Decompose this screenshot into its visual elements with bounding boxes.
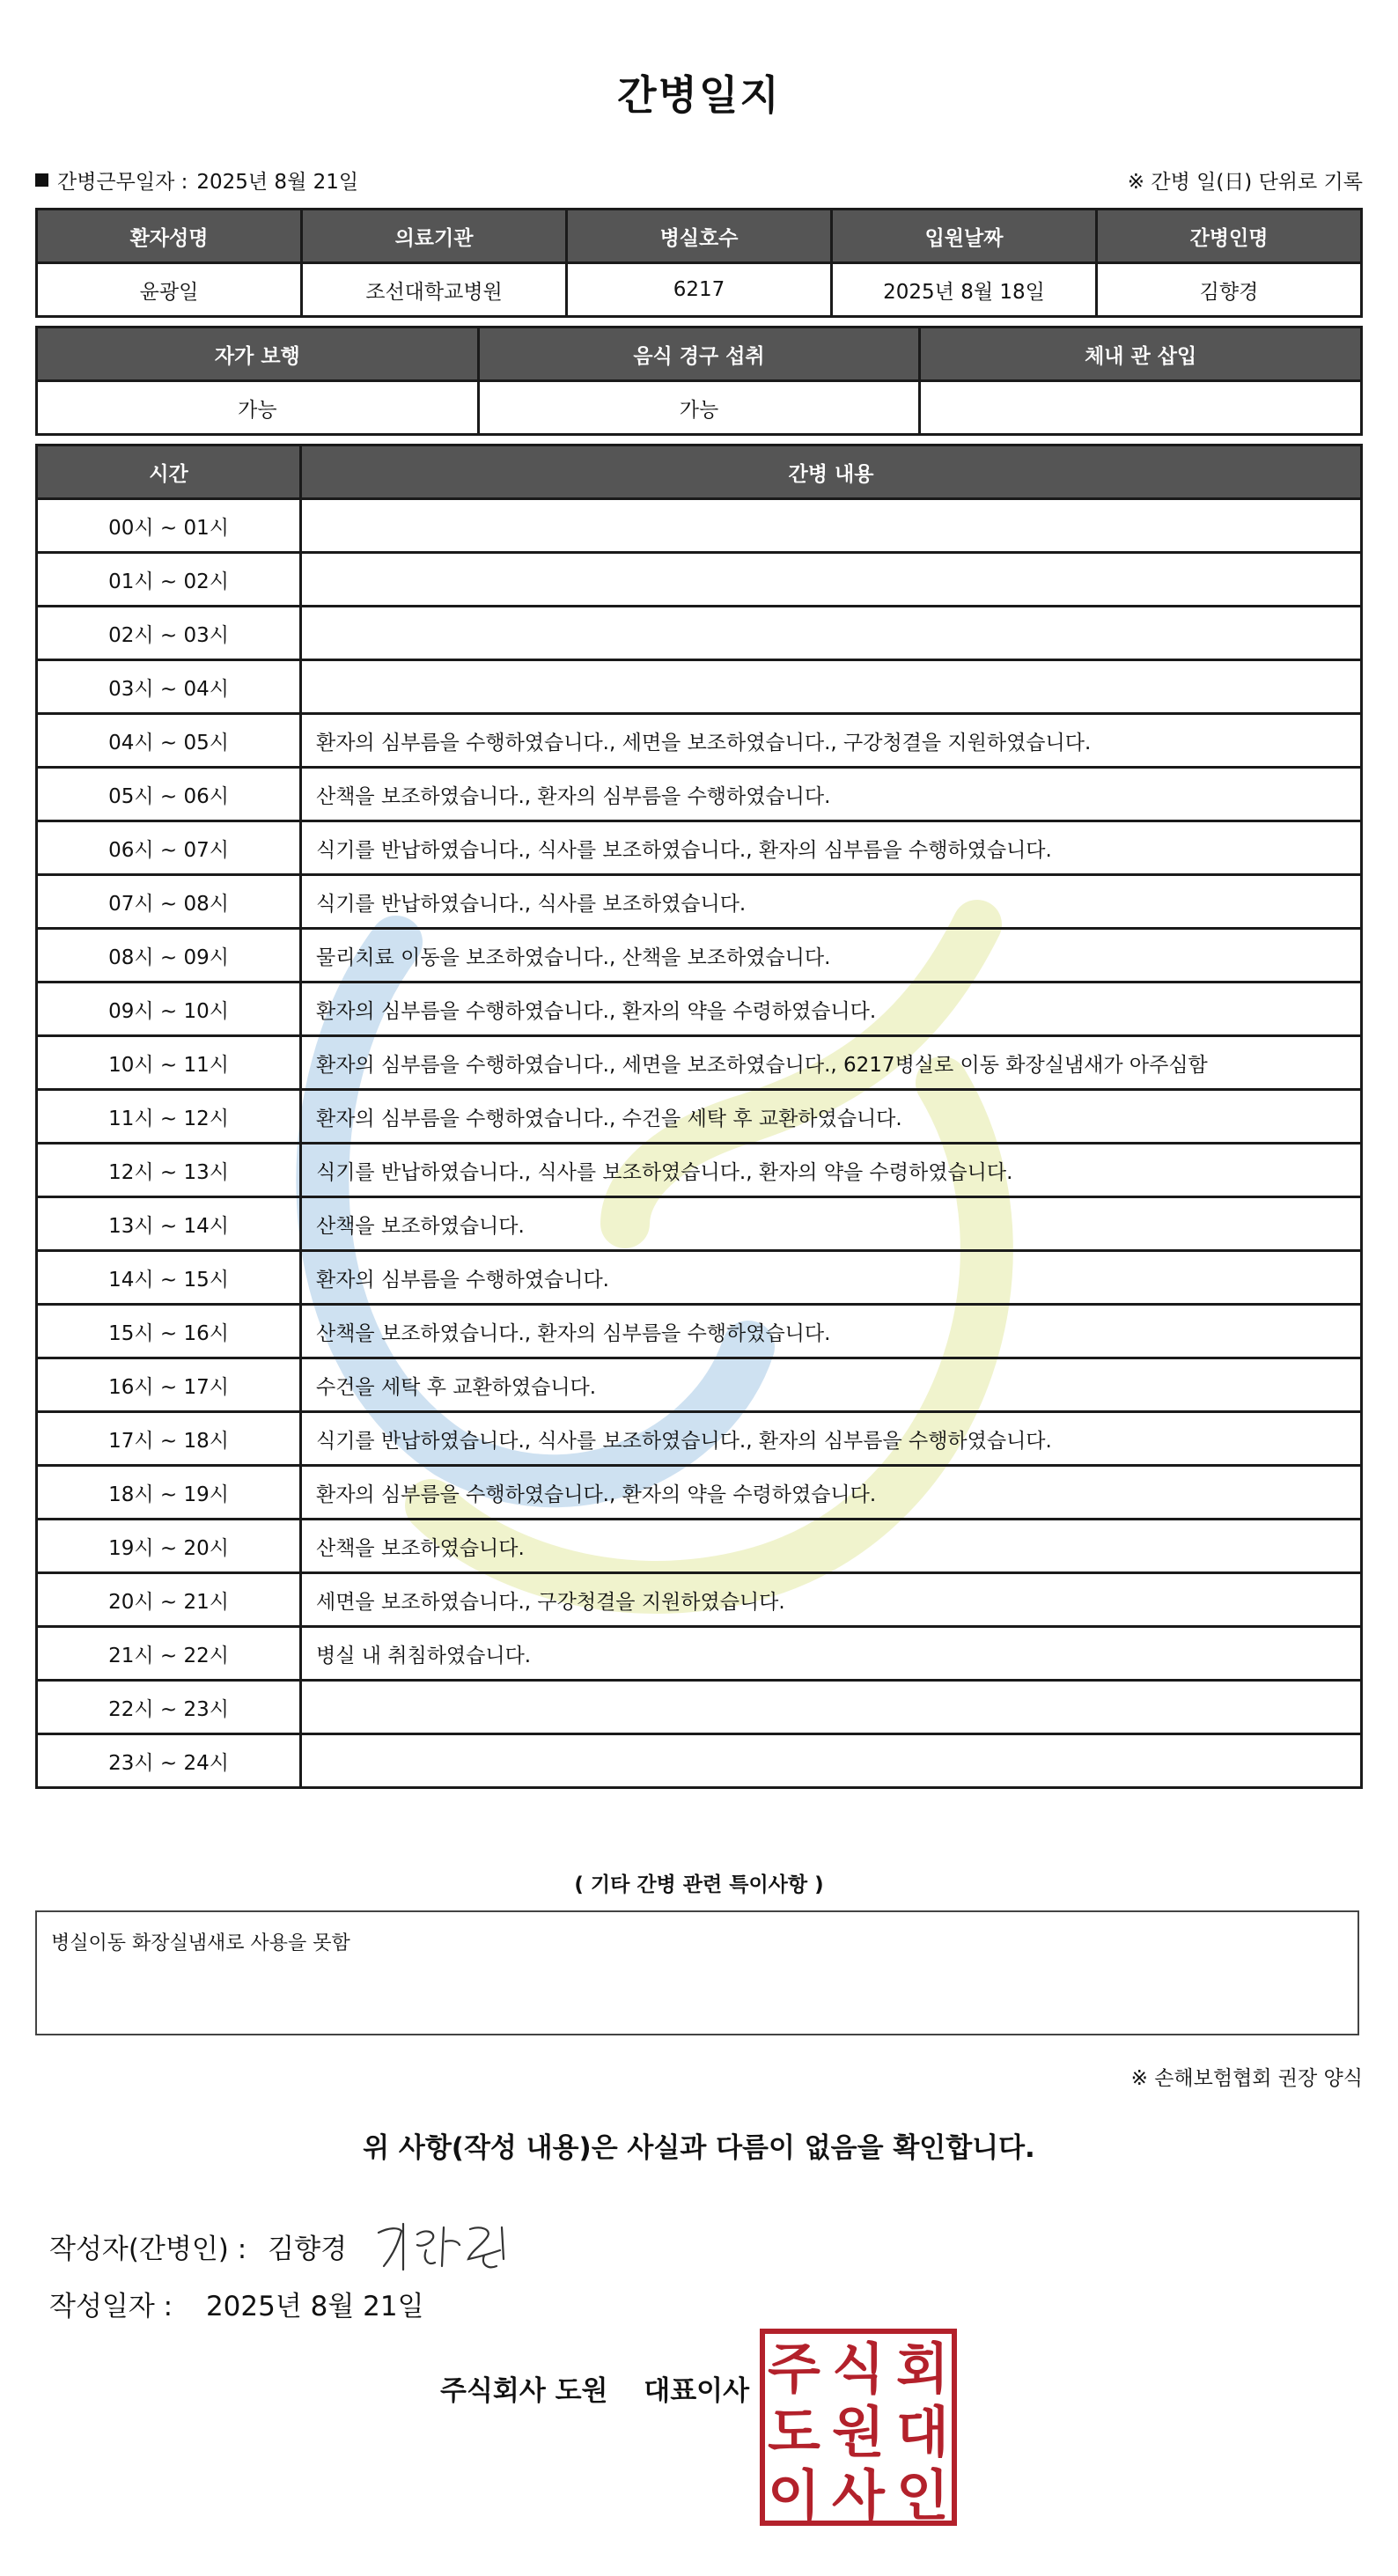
log-content: 식기를 반납하였습니다., 식사를 보조하였습니다., 환자의 심부름을 수행하였습니다. [301,1412,1362,1466]
table-row [37,1573,1362,1627]
self-walking: 가능 [37,381,479,435]
log-time: 10시 ~ 11시 [37,1036,301,1090]
patient-info-table [35,208,1363,318]
log-content: 수건을 세탁 후 교환하였습니다. [301,1358,1362,1412]
table-row [37,1036,1362,1090]
author-name: 김향경 [268,2233,348,2265]
log-content: 환자의 심부름을 수행하였습니다., 환자의 약을 수령하였습니다. [301,983,1362,1036]
confirmation-statement: 위 사항(작성 내용)은 사실과 다름이 없음을 확인합니다. [363,2132,1035,2164]
header-admission-date: 입원날짜 [832,210,1097,263]
oral-intake: 가능 [478,381,920,435]
form-source-note: ※ 손해보험협회 권장 양식 [1130,2067,1363,2090]
author-label: 작성자(간병인) : [49,2233,247,2265]
patient-status-table [35,326,1363,436]
table-row [37,768,1362,821]
svg-text:도: 도 [768,2400,820,2464]
log-time: 09시 ~ 10시 [37,983,301,1036]
log-content: 식기를 반납하였습니다., 식사를 보조하였습니다., 환자의 약을 수령하였습니다. [301,1144,1362,1197]
written-date-line [49,2284,424,2323]
table-header-row [37,210,1362,263]
patient-name: 윤광일 [37,263,302,317]
work-date-value: 2025년 8월 21일 [196,170,359,194]
care-log-rows [37,499,1362,1788]
log-time: 18시 ~ 19시 [37,1466,301,1520]
log-time: 01시 ~ 02시 [37,553,301,607]
log-content: 세면을 보조하였습니다., 구강청결을 지원하였습니다. [301,1573,1362,1627]
log-content: 식기를 반납하였습니다., 식사를 보조하였습니다. [301,875,1362,929]
header-care-content: 간병 내용 [301,445,1362,499]
log-content: 병실 내 취침하였습니다. [301,1627,1362,1681]
table-row [37,607,1362,660]
table-row [37,1144,1362,1197]
log-time: 21시 ~ 22시 [37,1627,301,1681]
log-time: 03시 ~ 04시 [37,660,301,714]
log-time: 05시 ~ 06시 [37,768,301,821]
header-oral-intake: 음식 경구 섭취 [478,328,920,381]
log-time: 22시 ~ 23시 [37,1681,301,1734]
svg-text:인: 인 [896,2463,949,2527]
log-content [301,660,1362,714]
caregiver-name: 김향경 [1097,263,1362,317]
log-time: 04시 ~ 05시 [37,714,301,768]
svg-text:회: 회 [896,2337,949,2401]
log-time: 16시 ~ 17시 [37,1358,301,1412]
author-line [49,2215,521,2277]
table-row [37,875,1362,929]
special-notes-content: 병실이동 화장실냄새로 사용을 못함 [51,1932,350,1954]
header-patient-name: 환자성명 [37,210,302,263]
header-caregiver-name: 간병인명 [1097,210,1362,263]
header-room-number: 병실호수 [567,210,832,263]
page-title: 간병일지 [617,71,781,119]
log-content [301,607,1362,660]
square-bullet-icon [35,173,48,187]
table-row [37,1305,1362,1358]
log-content: 식기를 반납하였습니다., 식사를 보조하였습니다., 환자의 심부름을 수행하였습니다. [301,821,1362,875]
log-content [301,499,1362,553]
table-row [37,821,1362,875]
log-content: 환자의 심부름을 수행하였습니다., 수건을 세탁 후 교환하였습니다. [301,1090,1362,1144]
table-row [37,1090,1362,1144]
table-row [37,1520,1362,1573]
log-content: 산책을 보조하였습니다. [301,1520,1362,1573]
log-content: 물리치료 이동을 보조하였습니다., 산책을 보조하였습니다. [301,929,1362,983]
table-row [37,714,1362,768]
log-time: 02시 ~ 03시 [37,607,301,660]
table-row [37,929,1362,983]
svg-text:대: 대 [896,2400,949,2464]
svg-text:식: 식 [832,2337,885,2401]
special-notes-title: ( 기타 간병 관련 특이사항 ) [574,1873,824,1896]
table-row [37,1466,1362,1520]
table-row [37,553,1362,607]
header-time: 시간 [37,445,301,499]
log-time: 07시 ~ 08시 [37,875,301,929]
meta-row [35,164,1363,195]
header-self-walking: 자가 보행 [37,328,479,381]
company-line [440,2368,749,2408]
log-content [301,1734,1362,1788]
table-row [37,1197,1362,1251]
room-number: 6217 [567,263,832,317]
company-representative: 대표이사 [644,2375,750,2407]
svg-text:주: 주 [768,2337,820,2401]
log-content [301,553,1362,607]
log-content: 환자의 심부름을 수행하였습니다., 세면을 보조하였습니다., 6217병실로 이동 화장실냄새가 아주심함 [301,1036,1362,1090]
table-row [37,1251,1362,1305]
log-content: 산책을 보조하였습니다., 환자의 심부름을 수행하였습니다. [301,768,1362,821]
svg-text:이: 이 [768,2463,820,2527]
table-row [37,983,1362,1036]
svg-text:사: 사 [832,2463,885,2527]
table-row [37,1412,1362,1466]
log-content: 환자의 심부름을 수행하였습니다. [301,1251,1362,1305]
table-row [37,381,1362,435]
log-time: 19시 ~ 20시 [37,1520,301,1573]
log-time: 23시 ~ 24시 [37,1734,301,1788]
work-date-label: 간병근무일자 : [57,170,188,194]
log-time: 15시 ~ 16시 [37,1305,301,1358]
table-row [37,660,1362,714]
log-time: 08시 ~ 09시 [37,929,301,983]
header-tube-insertion: 체내 관 삽입 [920,328,1362,381]
company-name: 주식회사 도원 [440,2375,608,2407]
header-hospital: 의료기관 [302,210,567,263]
table-header-row [37,328,1362,381]
log-time: 11시 ~ 12시 [37,1090,301,1144]
special-notes-box [35,1910,1359,2035]
log-time: 20시 ~ 21시 [37,1573,301,1627]
log-content: 환자의 심부름을 수행하였습니다., 세면을 보조하였습니다., 구강청결을 지원하였습니다. [301,714,1362,768]
table-header-row [37,445,1362,499]
written-date-label: 작성일자 : [49,2291,173,2322]
table-row [37,1358,1362,1412]
written-date-value: 2025년 8월 21일 [205,2291,424,2322]
handwritten-signature-icon [372,2215,521,2277]
log-time: 12시 ~ 13시 [37,1144,301,1197]
log-content [301,1681,1362,1734]
svg-text:원: 원 [832,2400,885,2464]
company-seal-stamp-icon [759,2328,958,2527]
care-log-table [35,444,1363,1789]
tube-insertion [920,381,1362,435]
table-row [37,499,1362,553]
log-content: 환자의 심부름을 수행하였습니다., 환자의 약을 수령하였습니다. [301,1466,1362,1520]
table-row [37,1627,1362,1681]
log-time: 13시 ~ 14시 [37,1197,301,1251]
log-time: 14시 ~ 15시 [37,1251,301,1305]
log-content: 산책을 보조하였습니다., 환자의 심부름을 수행하였습니다. [301,1305,1362,1358]
table-row [37,1734,1362,1788]
work-date [35,166,358,195]
log-time: 17시 ~ 18시 [37,1412,301,1466]
table-row [37,263,1362,317]
log-content: 산책을 보조하였습니다. [301,1197,1362,1251]
recording-unit-note: ※ 간병 일(日) 단위로 기록 [1127,170,1363,194]
admission-date: 2025년 8월 18일 [832,263,1097,317]
log-time: 00시 ~ 01시 [37,499,301,553]
table-row [37,1681,1362,1734]
log-time: 06시 ~ 07시 [37,821,301,875]
hospital: 조선대학교병원 [302,263,567,317]
